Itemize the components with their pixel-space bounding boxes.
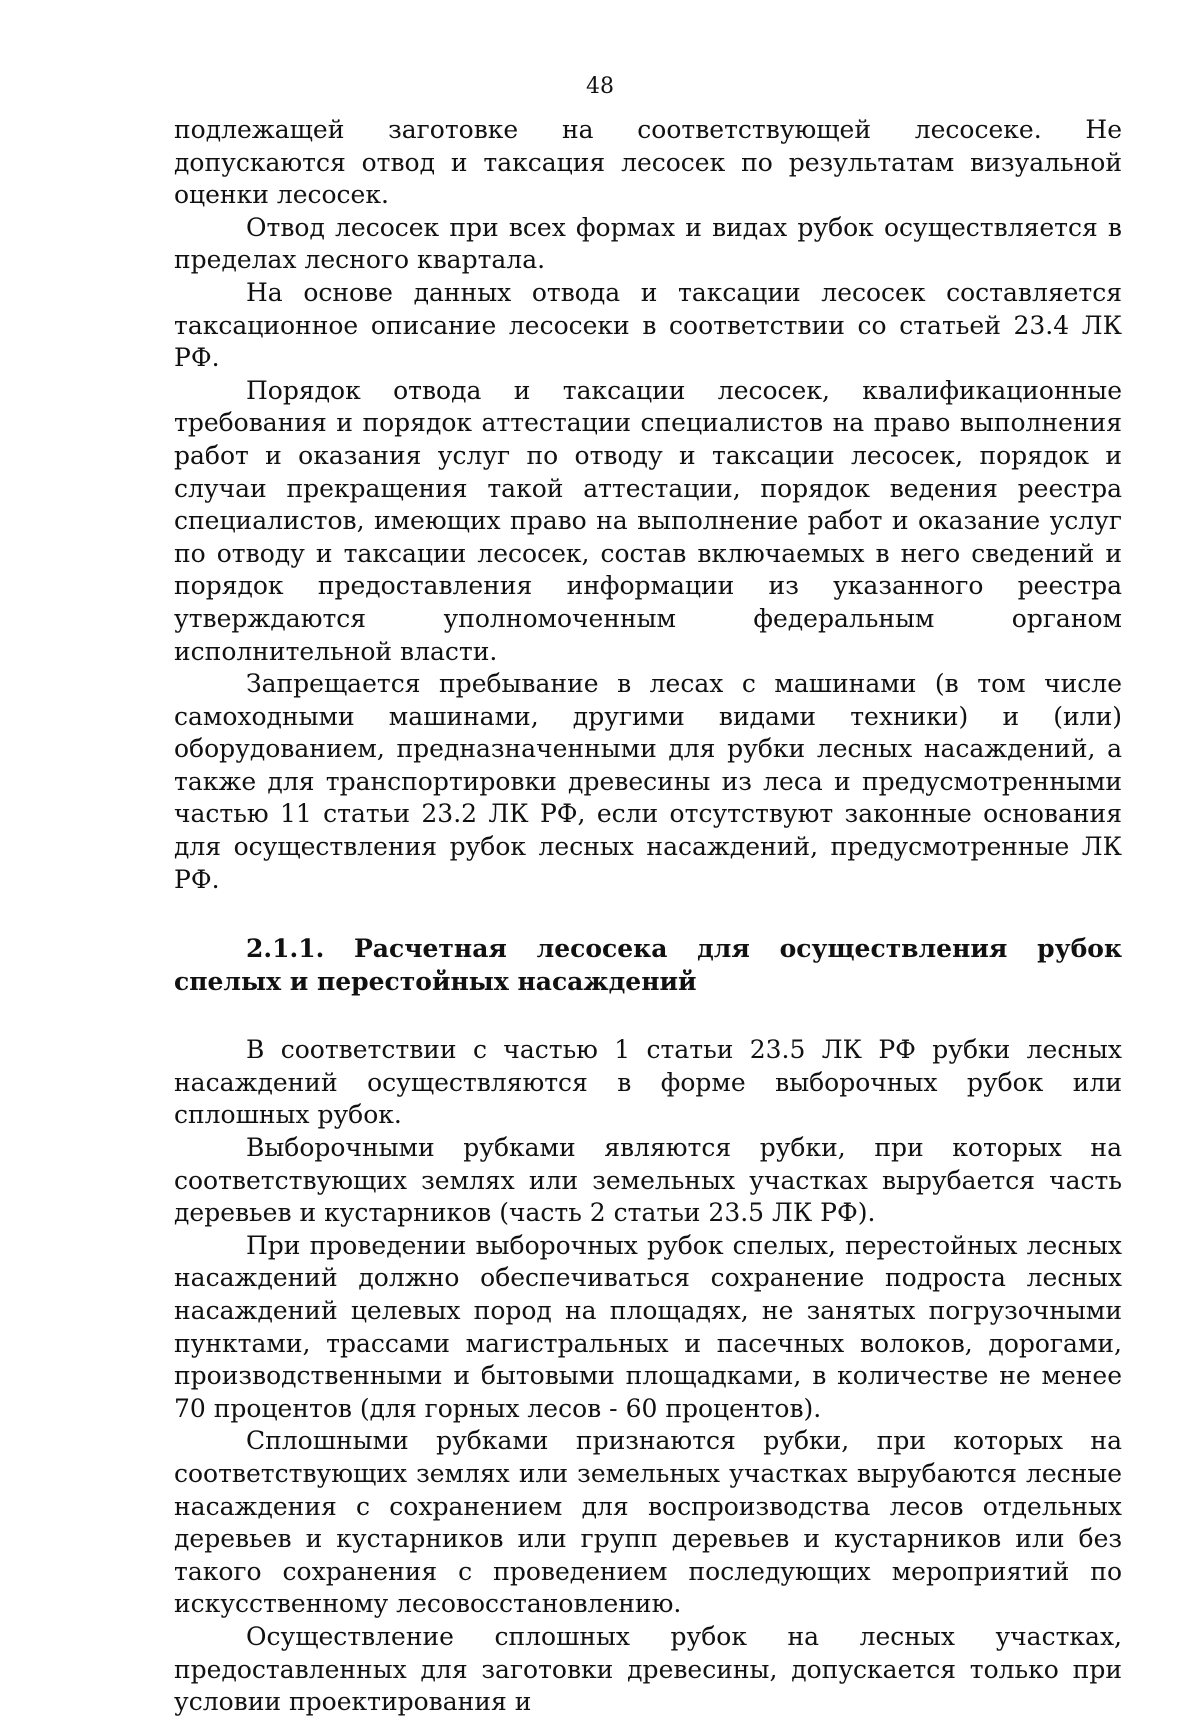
paragraph-felling-forms: В соответствии с частью 1 статьи 23.5 ЛК РФ рубки лесных насаждений осуществляются в форме выборочных рубок или сплошных рубок.: [174, 1035, 1122, 1130]
paragraph-taxation-description: На основе данных отвода и таксации лесосек составляется таксационное описание лесосеки в соответствии со статьей 23.4 ЛК РФ.: [174, 277, 1122, 373]
document-body: [174, 114, 1122, 1719]
page-number: 48: [586, 74, 614, 99]
section-heading: 2.1.1. Расчетная лесосека для осуществления рубок спелых и перестойных насаждений: [174, 934, 1122, 997]
paragraph-clear-felling-conditions: Осуществление сплошных рубок на лесных участках, предоставленных для заготовки древесины, допускается только при условии проектирования и: [174, 1621, 1122, 1717]
paragraph-certification-procedure: Порядок отвода и таксации лесосек, квалификационные требования и порядок аттестации специалистов на право выполнения работ и оказания услуг по отводу и таксации лесосек, порядок и случаи прекращения такой аттестации, порядок ведения реестра специалистов, имеющих право на выполнение работ и оказание услуг по отводу и таксации лесосек, состав включаемых в него сведений и порядок предоставления информации из указанного реестра утверждаются уполномоченным федеральным органом исполнительной власти.: [174, 375, 1122, 666]
paragraph-continuation: подлежащей заготовке на соответствующей лесосеке. Не допускаются отвод и таксация лесосек по результатам визуальной оценки лесосек.: [174, 115, 1122, 210]
paragraph-machinery-prohibition: Запрещается пребывание в лесах с машинами (в том числе самоходными машинами, другими видами техники) и (или) оборудованием, предназначенными для рубки лесных насаждений, а также для транспортировки древесины из леса и предусмотренными частью 11 статьи 23.2 ЛК РФ, если отсутствуют законные основания для осуществления рубок лесных насаждений, предусмотренные ЛК РФ.: [174, 669, 1122, 894]
paragraph-selective-felling: Выборочными рубками являются рубки, при которых на соответствующих землях или земельных участках вырубается часть деревьев и кустарников (часть 2 статьи 23.5 ЛК РФ).: [174, 1133, 1122, 1228]
paragraph-undergrowth-preservation: При проведении выборочных рубок спелых, перестойных лесных насаждений должно обеспечиваться сохранение подроста лесных насаждений целевых пород на площадях, не занятых погрузочными пунктами, трассами магистральных и пасечных волоков, дорогами, производственными и бытовыми площадками, в количестве не менее 70 процентов (для горных лесов - 60 процентов).: [174, 1230, 1122, 1423]
paragraph-clear-felling: Сплошными рубками признаются рубки, при которых на соответствующих землях или земельных участках вырубаются лесные насаждения с сохранением для воспроизводства лесов отдельных деревьев и кустарников или групп деревьев и кустарников или без такого сохранения с проведением последующих мероприятий по искусственному лесовосстановлению.: [174, 1426, 1122, 1619]
paragraph-allotment-boundaries: Отвод лесосек при всех формах и видах рубок осуществляется в пределах лесного квартала.: [174, 212, 1122, 275]
